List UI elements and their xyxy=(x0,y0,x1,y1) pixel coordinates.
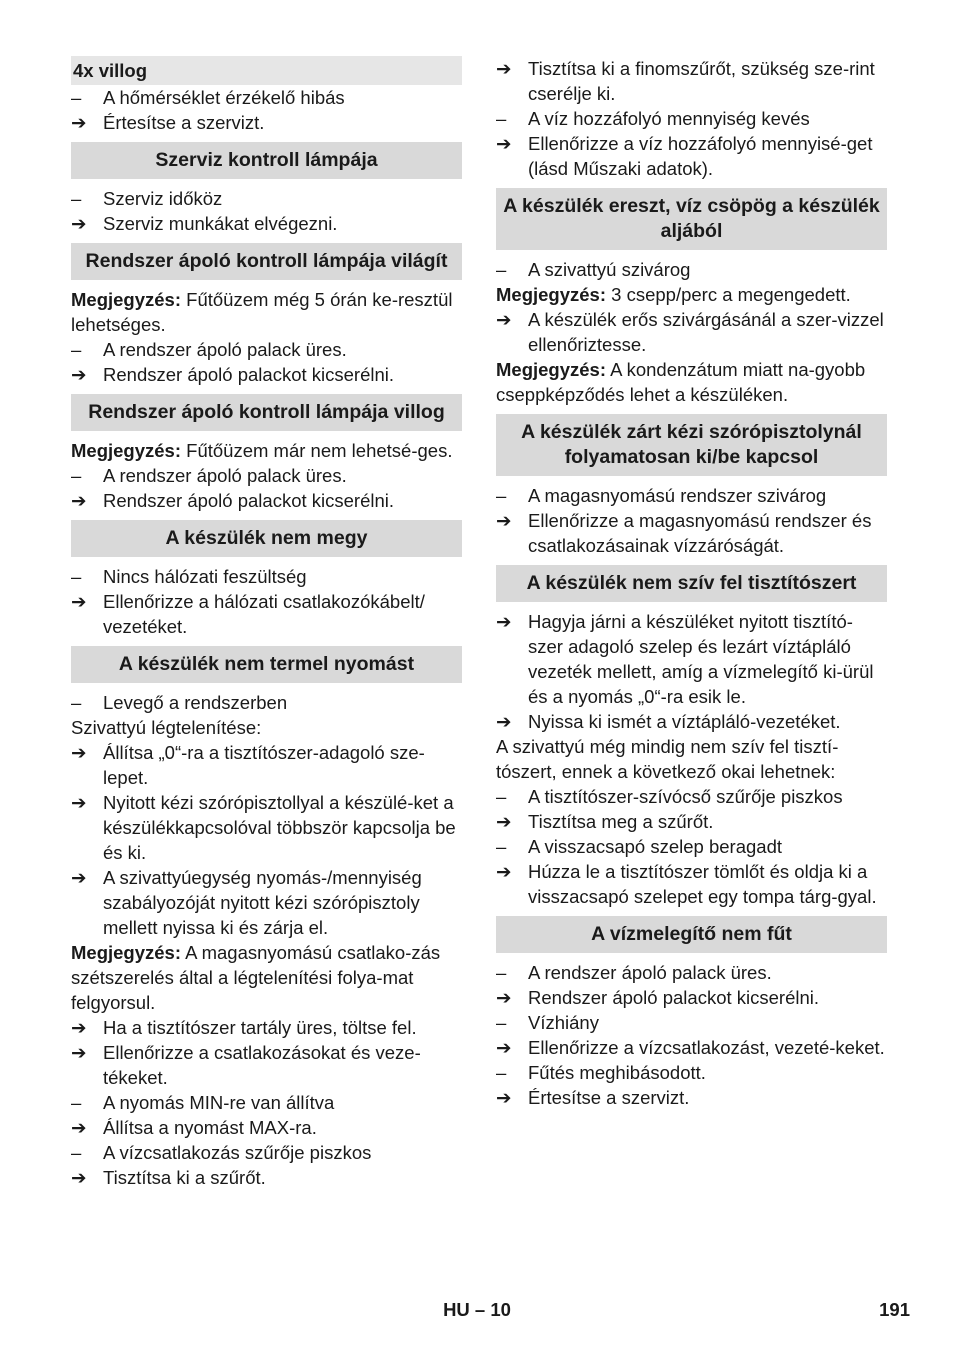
remedy-item xyxy=(496,809,887,834)
arrow-right-icon: ➔ xyxy=(71,1167,87,1188)
arrow-right-icon: ➔ xyxy=(71,792,87,813)
dash-bullet: – xyxy=(71,188,82,209)
item-text: A készülék erős szivárgásánál a szer-vizzel ellenőriztesse. xyxy=(528,309,884,355)
arrow-right-icon: ➔ xyxy=(496,861,512,882)
section-heading: A vízmelegítő nem fűt xyxy=(496,916,887,953)
section-heading: A készülék nem termel nyomást xyxy=(71,646,462,683)
cause-item xyxy=(496,1010,887,1035)
paragraph: Szivattyú légtelenítése: xyxy=(71,717,262,738)
item-text: A víz hozzáfolyó mennyiség kevés xyxy=(528,108,810,129)
remedy-item xyxy=(496,985,887,1010)
remedy-item xyxy=(496,131,887,181)
dash-bullet: – xyxy=(496,836,507,857)
note-text: A magasnyomású csatlako-zás szétszerelés által a légtelenítési folya-mat felgyorsul. xyxy=(71,942,441,1013)
section-heading: A készülék zárt kézi szórópisztolynál folyamatosan ki/be kapcsol xyxy=(496,414,887,476)
remedy-item xyxy=(71,488,462,513)
item-text: Ellenőrizze a víz hozzáfolyó mennyisé-get (lásd Műszaki adatok). xyxy=(528,133,873,179)
note-label: Megjegyzés: xyxy=(71,440,182,461)
arrow-right-icon: ➔ xyxy=(71,867,87,888)
item-text: A magasnyomású rendszer szivárog xyxy=(528,485,827,506)
cause-item xyxy=(71,463,462,488)
item-text: Fűtés meghibásodott. xyxy=(528,1062,706,1083)
note-text: Fűtőüzem még 5 órán ke-resztül lehetséges. xyxy=(71,289,453,335)
right-column xyxy=(496,56,887,1110)
note-paragraph xyxy=(71,287,462,337)
remedy-item xyxy=(496,709,887,734)
item-text: A rendszer ápoló palack üres. xyxy=(103,465,347,486)
cause-item xyxy=(496,960,887,985)
cause-item xyxy=(71,337,462,362)
note-text: A kondenzátum miatt na-gyobb cseppképződés lehet a készüléken. xyxy=(496,359,866,405)
item-text: Nyissa ki ismét a víztápláló-vezetéket. xyxy=(528,711,841,732)
note-label: Megjegyzés: xyxy=(71,289,182,310)
item-text: A szivattyúegység nyomás-/mennyiség szabályozóját nyitott kézi szórópisztoly mellett nyissa ki és zárja el. xyxy=(103,867,422,938)
item-text: A rendszer ápoló palack üres. xyxy=(528,962,772,983)
remedy-item xyxy=(71,110,462,135)
item-text: Hagyja járni a készüléket nyitott tisztító-szer adagoló szelep és lezárt víztápláló vezeték mellett, amíg a vízmelegítő ki-ürül és a nyomás „0“-ra esik le. xyxy=(528,611,874,707)
item-text: Tisztítsa meg a szűrőt. xyxy=(528,811,714,832)
note-label: Megjegyzés: xyxy=(496,359,607,380)
dash-bullet: – xyxy=(71,1092,82,1113)
cause-item xyxy=(496,483,887,508)
item-text: A vízcsatlakozás szűrője piszkos xyxy=(103,1142,372,1163)
remedy-item xyxy=(71,1115,462,1140)
footer-section-label: HU – 10 xyxy=(443,1299,511,1320)
arrow-right-icon: ➔ xyxy=(71,591,87,612)
dash-bullet: – xyxy=(496,962,507,983)
remedy-item xyxy=(496,1085,887,1110)
item-text: Állítsa a nyomást MAX-ra. xyxy=(103,1117,317,1138)
item-text: Értesítse a szervizt. xyxy=(103,112,265,133)
note-label: Megjegyzés: xyxy=(496,284,607,305)
dash-bullet: – xyxy=(71,87,82,108)
cause-item xyxy=(71,690,462,715)
item-text: A szivattyú szivárog xyxy=(528,259,691,280)
cause-item xyxy=(496,784,887,809)
section-heading: A készülék nem megy xyxy=(71,520,462,557)
remedy-item xyxy=(71,1015,462,1040)
left-column xyxy=(71,56,462,1190)
remedy-item xyxy=(71,865,462,940)
item-text: A nyomás MIN-re van állítva xyxy=(103,1092,335,1113)
section-heading: Rendszer ápoló kontroll lámpája villog xyxy=(71,394,462,431)
arrow-right-icon: ➔ xyxy=(496,711,512,732)
remedy-item xyxy=(496,1035,887,1060)
cause-item xyxy=(71,85,462,110)
note-paragraph xyxy=(71,940,462,1015)
note-paragraph xyxy=(71,438,462,463)
item-text: Ha a tisztítószer tartály üres, töltse fel. xyxy=(103,1017,417,1038)
remedy-item xyxy=(71,790,462,865)
cause-item xyxy=(71,186,462,211)
remedy-item xyxy=(496,859,887,909)
note-paragraph xyxy=(496,282,887,307)
arrow-right-icon: ➔ xyxy=(496,510,512,531)
remedy-item xyxy=(71,211,462,236)
section-heading: Rendszer ápoló kontroll lámpája világít xyxy=(71,243,462,280)
remedy-item xyxy=(71,362,462,387)
item-text: Ellenőrizze a magasnyomású rendszer és csatlakozásainak vízzáróságát. xyxy=(528,510,872,556)
item-text: Szerviz időköz xyxy=(103,188,223,209)
arrow-right-icon: ➔ xyxy=(71,1042,87,1063)
page-number: 191 xyxy=(879,1299,910,1320)
item-text: Ellenőrizze a hálózati csatlakozókábelt/ vezetéket. xyxy=(103,591,425,637)
item-text: A tisztítószer-szívócső szűrője piszkos xyxy=(528,786,843,807)
remedy-item xyxy=(496,508,887,558)
arrow-right-icon: ➔ xyxy=(496,58,512,79)
arrow-right-icon: ➔ xyxy=(71,742,87,763)
arrow-right-icon: ➔ xyxy=(496,133,512,154)
arrow-right-icon: ➔ xyxy=(71,364,87,385)
section-heading: 4x villog xyxy=(71,56,462,85)
dash-bullet: – xyxy=(71,339,82,360)
dash-bullet: – xyxy=(496,485,507,506)
remedy-item xyxy=(496,307,887,357)
item-text: Ellenőrizze a vízcsatlakozást, vezeté-keket. xyxy=(528,1037,885,1058)
cause-item xyxy=(71,564,462,589)
arrow-right-icon: ➔ xyxy=(496,309,512,330)
item-text: Húzza le a tisztítószer tömlőt és oldja ki a visszacsapó szelepet egy tompa tárg-gyal. xyxy=(528,861,877,907)
dash-bullet: – xyxy=(496,259,507,280)
paragraph: A szivattyú még mindig nem szív fel tisztí-tószert, ennek a következő okai lehetnek: xyxy=(496,736,839,782)
cause-item xyxy=(496,106,887,131)
item-text: Nyitott kézi szórópisztollyal a készülé-ket a készülékkapcsolóval többször kapcsolja be és ki. xyxy=(103,792,456,863)
item-text: A visszacsapó szelep beragadt xyxy=(528,836,783,857)
item-text: Tisztítsa ki a szűrőt. xyxy=(103,1167,266,1188)
section-heading: A készülék nem szív fel tisztítószert xyxy=(496,565,887,602)
note-label: Megjegyzés: xyxy=(71,942,182,963)
cause-item xyxy=(71,1090,462,1115)
cause-item xyxy=(496,1060,887,1085)
cause-item xyxy=(496,257,887,282)
arrow-right-icon: ➔ xyxy=(496,1037,512,1058)
arrow-right-icon: ➔ xyxy=(496,987,512,1008)
item-text: Tisztítsa ki a finomszűrőt, szükség sze-rint cserélje ki. xyxy=(528,58,875,104)
item-text: Vízhiány xyxy=(528,1012,599,1033)
dash-bullet: – xyxy=(71,1142,82,1163)
arrow-right-icon: ➔ xyxy=(496,811,512,832)
arrow-right-icon: ➔ xyxy=(71,1017,87,1038)
dash-bullet: – xyxy=(496,1012,507,1033)
remedy-item xyxy=(71,1040,462,1090)
section-heading: Szerviz kontroll lámpája xyxy=(71,142,462,179)
remedy-item xyxy=(496,609,887,709)
dash-bullet: – xyxy=(496,1062,507,1083)
item-text: Értesítse a szervizt. xyxy=(528,1087,690,1108)
item-text: A rendszer ápoló palack üres. xyxy=(103,339,347,360)
remedy-item xyxy=(71,740,462,790)
dash-bullet: – xyxy=(71,465,82,486)
dash-bullet: – xyxy=(496,108,507,129)
item-text: Rendszer ápoló palackot kicserélni. xyxy=(528,987,820,1008)
item-text: Rendszer ápoló palackot kicserélni. xyxy=(103,490,395,511)
arrow-right-icon: ➔ xyxy=(496,611,512,632)
note-paragraph xyxy=(496,357,887,407)
arrow-right-icon: ➔ xyxy=(71,490,87,511)
item-text: Levegő a rendszerben xyxy=(103,692,288,713)
arrow-right-icon: ➔ xyxy=(71,1117,87,1138)
remedy-item xyxy=(496,56,887,106)
item-text: Szerviz munkákat elvégezni. xyxy=(103,213,338,234)
dash-bullet: – xyxy=(71,692,82,713)
item-text: Ellenőrizze a csatlakozásokat és veze-tékeket. xyxy=(103,1042,421,1088)
item-text: Rendszer ápoló palackot kicserélni. xyxy=(103,364,395,385)
note-text: Fűtőüzem már nem lehetsé-ges. xyxy=(181,440,453,461)
arrow-right-icon: ➔ xyxy=(71,213,87,234)
cause-item xyxy=(496,834,887,859)
note-text: 3 csepp/perc a megengedett. xyxy=(606,284,851,305)
arrow-right-icon: ➔ xyxy=(71,112,87,133)
remedy-item xyxy=(71,589,462,639)
cause-item xyxy=(71,1140,462,1165)
section-heading: A készülék ereszt, víz csöpög a készülék aljából xyxy=(496,188,887,250)
item-text: Állítsa „0“-ra a tisztítószer-adagoló sze-lepet. xyxy=(103,742,425,788)
remedy-item xyxy=(71,1165,462,1190)
arrow-right-icon: ➔ xyxy=(496,1087,512,1108)
item-text: A hőmérséklet érzékelő hibás xyxy=(103,87,345,108)
dash-bullet: – xyxy=(496,786,507,807)
item-text: Nincs hálózati feszültség xyxy=(103,566,307,587)
dash-bullet: – xyxy=(71,566,82,587)
